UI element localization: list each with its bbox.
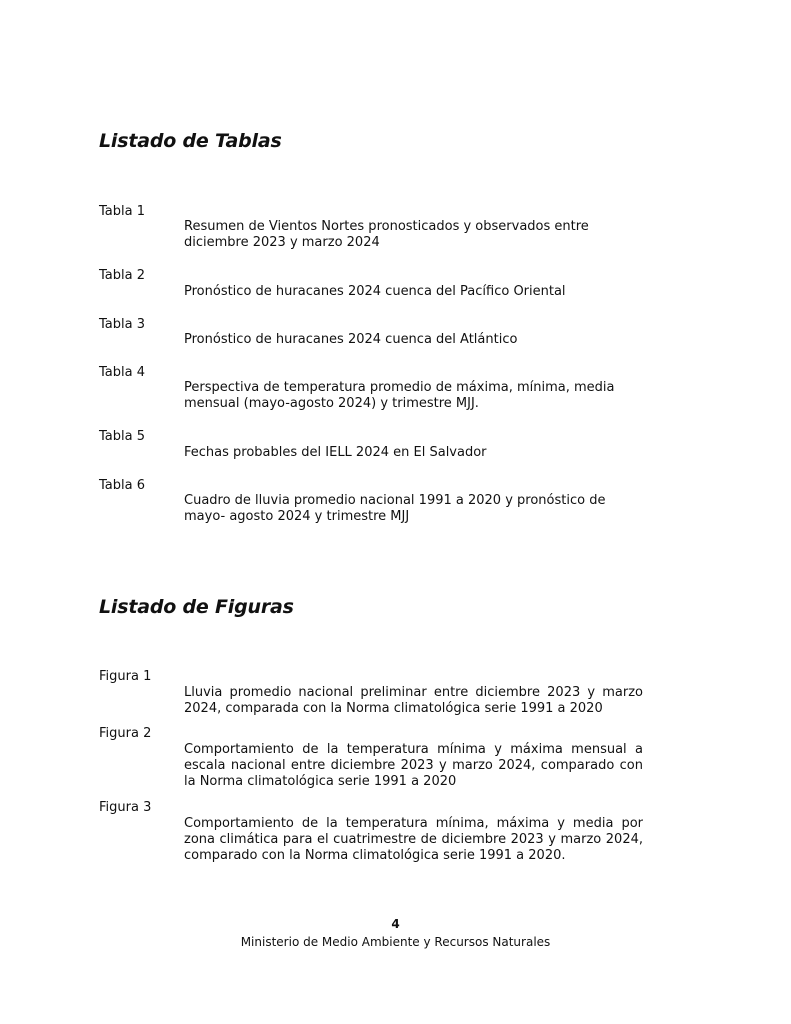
table-6-caption: Cuadro de lluvia promedio nacional 1991 a 2020 y pronóstico de mayo- agosto 2024 y trimestre MJJ <box>184 493 606 524</box>
table-1-label: Tabla 1 <box>99 204 145 219</box>
table-2-label: Tabla 2 <box>99 268 145 283</box>
page-number: 4 <box>391 917 400 931</box>
table-2-caption: Pronóstico de huracanes 2024 cuenca del Pacífico Oriental <box>184 284 566 299</box>
figure-2-caption: Comportamiento de la temperatura mínima y máxima mensual a escala nacional entre diciembre 2023 y marzo 2024, comparado con la Norma climatológica serie 1991 a 2020 <box>184 742 643 789</box>
figure-3-label: Figura 3 <box>99 800 152 815</box>
tables-list-heading: Listado de Tablas <box>99 130 282 152</box>
table-3-caption: Pronóstico de huracanes 2024 cuenca del Atlántico <box>184 332 518 347</box>
table-1-caption: Resumen de Vientos Nortes pronosticados y observados entre diciembre 2023 y marzo 2024 <box>184 219 589 250</box>
figures-list-heading: Listado de Figuras <box>99 596 294 618</box>
table-3-label: Tabla 3 <box>99 317 145 332</box>
table-5-label: Tabla 5 <box>99 429 145 444</box>
figure-3-caption: Comportamiento de la temperatura mínima, máxima y media por zona climática para el cuatrimestre de diciembre 2023 y marzo 2024, comparado con la Norma climatológica serie 1991 a 2020. <box>184 816 643 863</box>
table-6-label: Tabla 6 <box>99 478 145 493</box>
figure-1-label: Figura 1 <box>99 669 152 684</box>
table-5-caption: Fechas probables del IELL 2024 en El Salvador <box>184 445 487 460</box>
figure-2-label: Figura 2 <box>99 726 152 741</box>
table-4-label: Tabla 4 <box>99 365 145 380</box>
footer-ministry-name: Ministerio de Medio Ambiente y Recursos Naturales <box>240 935 551 949</box>
figure-1-caption: Lluvia promedio nacional preliminar entre diciembre 2023 y marzo 2024, comparada con la Norma climatológica serie 1991 a 2020 <box>184 685 643 716</box>
table-4-caption: Perspectiva de temperatura promedio de máxima, mínima, media mensual (mayo-agosto 2024) y trimestre MJJ. <box>184 380 615 411</box>
